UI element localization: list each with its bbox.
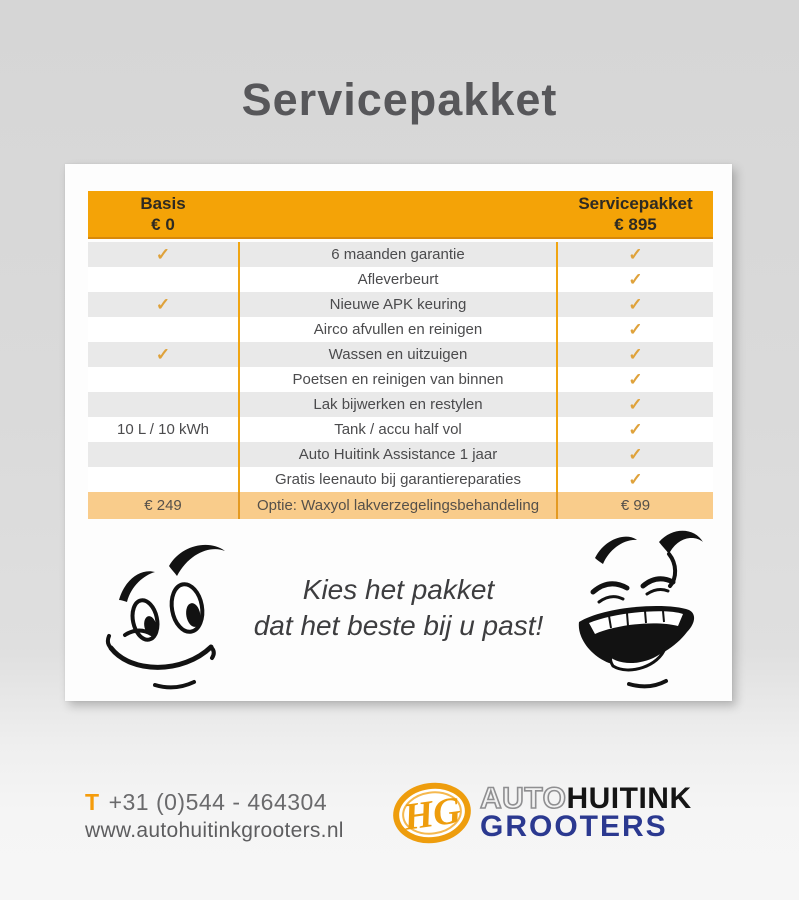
service-cell bbox=[558, 442, 713, 467]
logo-word-huitink: HUITINK bbox=[566, 781, 692, 815]
table-header-row bbox=[88, 191, 713, 239]
check-icon: ✓ bbox=[628, 370, 643, 389]
row-label: Airco afvullen en reinigen bbox=[238, 317, 558, 342]
basis-price: € 0 bbox=[151, 215, 175, 234]
phone-line bbox=[85, 789, 344, 816]
basis-cell bbox=[88, 242, 238, 267]
check-icon: ✓ bbox=[628, 345, 643, 364]
row-label: 6 maanden garantie bbox=[238, 242, 558, 267]
logo-word-grooters: GROOTERS bbox=[480, 810, 668, 843]
table-row bbox=[88, 317, 713, 342]
phone-number: +31 (0)544 - 464304 bbox=[108, 789, 328, 815]
servicepakket-column-header bbox=[558, 193, 713, 236]
check-icon: ✓ bbox=[628, 295, 643, 314]
option-label: Optie: Waxyol lakverzegelingsbehandeling bbox=[238, 492, 558, 519]
basis-cell bbox=[88, 317, 238, 342]
row-label: Auto Huitink Assistance 1 jaar bbox=[238, 442, 558, 467]
logo-word-auto: AUTO bbox=[480, 781, 567, 815]
basis-cell bbox=[88, 442, 238, 467]
table-row bbox=[88, 367, 713, 392]
row-label: Nieuwe APK keuring bbox=[238, 292, 558, 317]
basis-cell: 10 L / 10 kWh bbox=[117, 421, 209, 438]
svg-text:HG: HG bbox=[400, 789, 464, 839]
basis-column-header bbox=[88, 193, 238, 236]
basis-cell bbox=[88, 342, 238, 367]
company-logo bbox=[392, 780, 692, 846]
tagline-line1: Kies het pakket bbox=[302, 574, 495, 605]
check-icon: ✓ bbox=[628, 420, 643, 439]
row-label: Poetsen en reinigen van binnen bbox=[238, 367, 558, 392]
page-title: Servicepakket bbox=[241, 74, 558, 125]
service-cell bbox=[558, 417, 713, 442]
hg-monogram-icon bbox=[392, 780, 472, 846]
servicepakket-price: € 895 bbox=[614, 215, 657, 234]
service-cell bbox=[558, 317, 713, 342]
row-label: Gratis leenauto bij garantiereparaties bbox=[238, 467, 558, 492]
check-icon: ✓ bbox=[628, 445, 643, 464]
flyer-card bbox=[65, 164, 732, 701]
table-row bbox=[88, 467, 713, 492]
website-url: www.autohuitinkgrooters.nl bbox=[85, 819, 344, 842]
logo-line1 bbox=[480, 781, 692, 815]
row-label: Wassen en uitzuigen bbox=[238, 342, 558, 367]
check-icon: ✓ bbox=[628, 320, 643, 339]
service-cell bbox=[558, 467, 713, 492]
service-cell bbox=[558, 392, 713, 417]
row-label: Tank / accu half vol bbox=[238, 417, 558, 442]
table-body bbox=[88, 242, 713, 492]
option-basis-price: € 249 bbox=[144, 497, 182, 514]
option-service-price: € 99 bbox=[620, 497, 651, 514]
tagline bbox=[65, 572, 732, 645]
row-label: Lak bijwerken en restylen bbox=[238, 392, 558, 417]
row-label: Afleverbeurt bbox=[238, 267, 558, 292]
check-icon: ✓ bbox=[155, 295, 171, 314]
table-row bbox=[88, 242, 713, 267]
check-icon: ✓ bbox=[628, 270, 643, 289]
contact-block bbox=[85, 789, 344, 843]
table-row bbox=[88, 267, 713, 292]
service-cell bbox=[558, 242, 713, 267]
basis-cell bbox=[88, 267, 238, 292]
table-row bbox=[88, 417, 713, 442]
table-row bbox=[88, 342, 713, 367]
option-row bbox=[88, 492, 713, 519]
servicepakket-title: Servicepakket bbox=[578, 193, 693, 213]
check-icon: ✓ bbox=[628, 245, 643, 264]
service-cell bbox=[558, 292, 713, 317]
phone-prefix: T bbox=[85, 789, 100, 815]
table-row bbox=[88, 442, 713, 467]
check-icon: ✓ bbox=[155, 345, 171, 364]
check-icon: ✓ bbox=[628, 470, 643, 489]
basis-cell bbox=[88, 467, 238, 492]
table-row bbox=[88, 392, 713, 417]
check-icon: ✓ bbox=[155, 245, 171, 264]
basis-cell bbox=[88, 292, 238, 317]
service-cell bbox=[558, 342, 713, 367]
service-cell bbox=[558, 367, 713, 392]
tagline-line2: dat het beste bij u past! bbox=[253, 610, 544, 642]
service-cell bbox=[558, 267, 713, 292]
basis-title: Basis bbox=[140, 193, 186, 213]
check-icon: ✓ bbox=[628, 395, 643, 414]
basis-cell bbox=[88, 392, 238, 417]
package-comparison-table bbox=[88, 191, 713, 519]
basis-cell bbox=[88, 367, 238, 392]
table-row bbox=[88, 292, 713, 317]
logo-text bbox=[480, 781, 692, 843]
